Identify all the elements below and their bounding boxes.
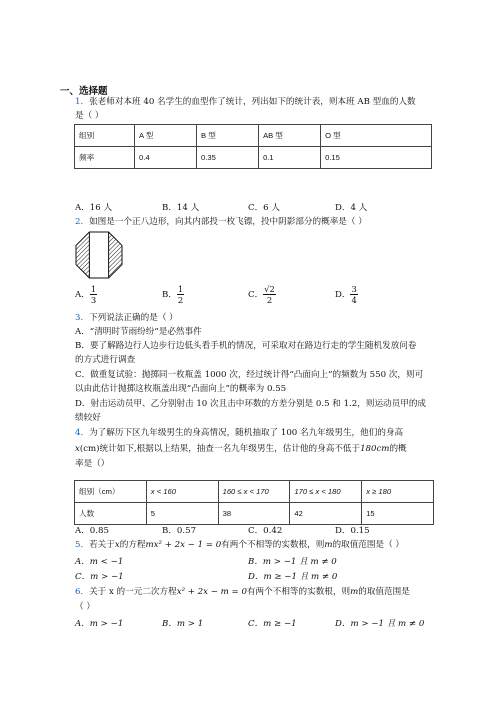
table-row bbox=[75, 125, 432, 147]
q6-option-b: B．m > 1 bbox=[162, 619, 204, 629]
table-cell: 组别（cm） bbox=[75, 481, 147, 503]
q6-number: 6． bbox=[75, 587, 90, 597]
q4-option-a: A．0.85 bbox=[75, 526, 109, 536]
q4-line1 bbox=[75, 427, 403, 439]
q6-option-d: D．m > −1 且 m ≠ 0 bbox=[335, 619, 425, 629]
q1-option-c: C．6 人 bbox=[248, 203, 280, 213]
fraction bbox=[177, 284, 184, 305]
q5-option-a: A．m < −1 bbox=[75, 557, 124, 567]
q4-text2-end: 的概 bbox=[389, 444, 407, 454]
q1-option-b: B．14 人 bbox=[162, 203, 200, 213]
q5-var2: m bbox=[324, 540, 333, 550]
q1-table bbox=[74, 124, 432, 169]
table-row bbox=[75, 481, 434, 503]
q6-line1 bbox=[75, 586, 410, 598]
q2-number: 2． bbox=[75, 217, 90, 227]
denominator: 3 bbox=[90, 295, 97, 305]
q4-line2 bbox=[75, 443, 407, 455]
q4-unit: (cm) bbox=[79, 444, 100, 454]
q6-text-pre: 关于 x 的一元二次方程 bbox=[89, 587, 177, 597]
q3-option-c: C．做重复试验：抛掷同一枚瓶盖 1000 次，经过统计得“凸面向上”的频数为 550 次，则可 bbox=[75, 370, 424, 380]
q4-table bbox=[74, 480, 434, 525]
fraction bbox=[350, 284, 357, 305]
q6-option-a: A．m > −1 bbox=[75, 619, 124, 629]
q5-option-c: C．m > −1 bbox=[75, 572, 124, 582]
q5-option-d: D．m ≥ −1 且 m ≠ 0 bbox=[248, 572, 338, 582]
q4-number: 4． bbox=[75, 428, 90, 438]
q1-text: 张老师对本班 40 名学生的血型作了统计，列出如下的统计表，则本班 AB 型血的人数 bbox=[89, 97, 416, 107]
numerator: 1 bbox=[90, 284, 97, 294]
q2-option-a bbox=[75, 284, 97, 305]
q6-var: m bbox=[350, 587, 359, 597]
table-cell: 0.35 bbox=[197, 147, 259, 169]
q4-text: 为了解历下区九年级男生的身高情况，随机抽取了 100 名九年级男生，他们的身高 bbox=[89, 428, 404, 438]
q6-text-post: 有两个不相等的实数根，则 bbox=[246, 587, 351, 597]
q6-line2: （ ） bbox=[75, 602, 95, 612]
numerator: 1 bbox=[177, 284, 184, 294]
octagon-figure bbox=[74, 230, 124, 280]
denominator: 2 bbox=[266, 295, 273, 305]
denominator: 2 bbox=[177, 295, 184, 305]
option-label: B． bbox=[162, 290, 177, 300]
q4-line3: 率是（） bbox=[75, 459, 110, 469]
q6-text-end: 的取值范围是 bbox=[358, 587, 410, 597]
q5-text-mid: 的方程 bbox=[119, 540, 146, 550]
q4-option-b: B．0.57 bbox=[162, 526, 197, 536]
q2-option-b bbox=[162, 284, 184, 305]
q5-option-b: B．m > −1 且 m ≠ 0 bbox=[248, 557, 337, 567]
table-cell: 42 bbox=[290, 503, 362, 525]
q6-equation: x² + 2x − m = 0 bbox=[176, 587, 247, 597]
table-cell: 0.1 bbox=[259, 147, 321, 169]
q4-option-d: D．0.15 bbox=[335, 526, 370, 536]
option-label: A． bbox=[75, 290, 90, 300]
q4-option-c: C．0.42 bbox=[248, 526, 283, 536]
q2-option-c bbox=[248, 284, 276, 305]
q1-line1 bbox=[75, 96, 416, 108]
q1-option-d: D．4 人 bbox=[335, 203, 368, 213]
table-cell: A 型 bbox=[135, 125, 197, 147]
q2-text: 如图是一个正八边形，向其内部投一枚飞镖，投中阴影部分的概率是（ ） bbox=[89, 217, 367, 227]
table-cell: O 型 bbox=[321, 125, 432, 147]
q5-text-post: 有两个不相等的实数根，则 bbox=[221, 540, 325, 550]
q5-var: x bbox=[114, 540, 120, 550]
q3-option-d: D．射击运动员甲、乙分别射击 10 次且击中环数的方差分别是 0.5 和 1.2，则运动员甲的成 bbox=[75, 399, 427, 409]
table-cell: 15 bbox=[362, 503, 434, 525]
table-cell: 5 bbox=[146, 503, 218, 525]
table-row bbox=[75, 503, 434, 525]
table-cell: 38 bbox=[218, 503, 290, 525]
table-cell: AB 型 bbox=[259, 125, 321, 147]
q2-line1 bbox=[75, 216, 367, 228]
q1-number: 1． bbox=[75, 97, 90, 107]
q3-option-d-cont: 绩较好 bbox=[75, 413, 101, 423]
table-cell: x < 160 bbox=[146, 481, 218, 503]
table-cell: 人数 bbox=[75, 503, 147, 525]
q5-number: 5． bbox=[75, 540, 90, 550]
table-cell: 组别 bbox=[75, 125, 135, 147]
fraction bbox=[263, 284, 276, 305]
option-label: D． bbox=[335, 290, 351, 300]
table-cell: 0.4 bbox=[135, 147, 197, 169]
q6-option-c: C．m ≥ −1 bbox=[248, 619, 297, 629]
option-label: C． bbox=[248, 290, 264, 300]
q1-option-a: A．16 人 bbox=[75, 203, 113, 213]
table-row bbox=[75, 147, 432, 169]
q3-option-a: A．“清明时节雨纷纷”是必然事件 bbox=[75, 327, 202, 337]
q5-text-end: 的取值范围是（ ） bbox=[332, 540, 404, 550]
q3-option-c-cont: 以由此估计抛掷这枚瓶盖出现“凸面向上”的概率为 0.55 bbox=[75, 384, 287, 394]
q3-line1 bbox=[75, 312, 178, 324]
q5-line1 bbox=[75, 539, 404, 551]
fraction bbox=[90, 284, 97, 305]
q3-option-b-cont: 的方式进行调查 bbox=[75, 355, 136, 365]
table-cell: 170 ≤ x < 180 bbox=[290, 481, 362, 503]
q4-value: 180cm bbox=[360, 444, 390, 454]
table-cell: 0.15 bbox=[321, 147, 432, 169]
table-cell: 频率 bbox=[75, 147, 135, 169]
q4-text2: 统计如下,根据以上结果，抽查一名九年级男生，估计他的身高不低于 bbox=[99, 444, 361, 454]
numerator: √2 bbox=[264, 284, 275, 294]
table-cell: x ≥ 180 bbox=[362, 481, 434, 503]
section-title: 一、选择题 bbox=[60, 86, 108, 97]
table-cell: 160 ≤ x < 170 bbox=[218, 481, 290, 503]
q5-text-pre: 若关于 bbox=[89, 540, 115, 550]
denominator: 4 bbox=[351, 295, 357, 305]
numerator: 3 bbox=[351, 284, 357, 294]
q3-option-b: B．要了解路边行人边步行边低头看手机的情况，可采取对在路边行走的学生随机发放问卷 bbox=[75, 341, 417, 351]
q5-equation: mx² + 2x − 1 = 0 bbox=[145, 540, 222, 550]
q2-option-d bbox=[335, 284, 358, 305]
q3-text: 下列说法正确的是（ ） bbox=[89, 313, 178, 323]
q3-number: 3． bbox=[75, 313, 90, 323]
q1-line2: 是（ ） bbox=[75, 111, 104, 121]
table-cell: B 型 bbox=[197, 125, 259, 147]
q4-var: x bbox=[75, 444, 80, 454]
